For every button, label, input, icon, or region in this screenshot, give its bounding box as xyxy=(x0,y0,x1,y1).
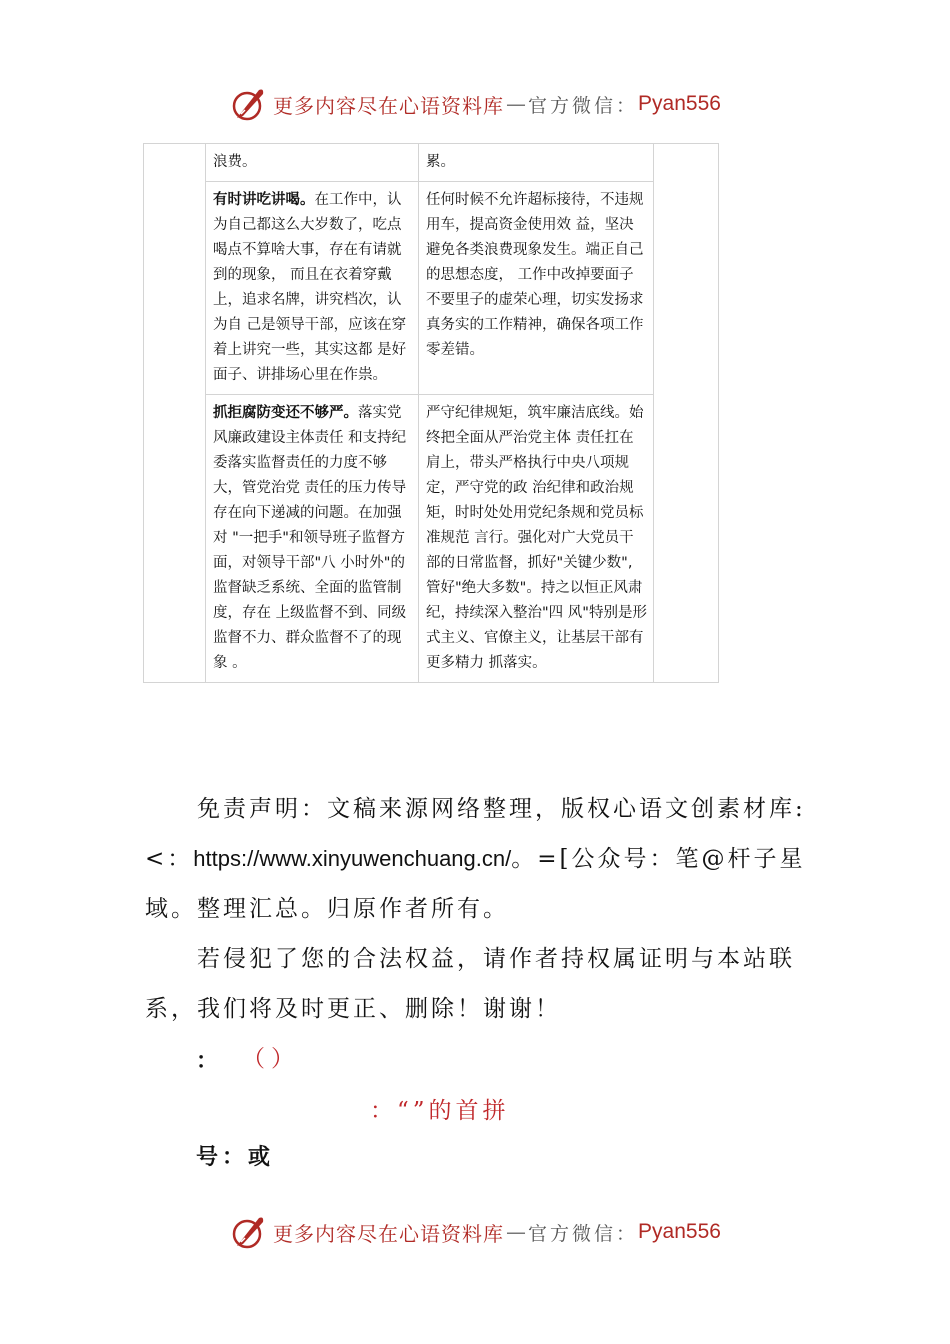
disclaimer-text-a: 免责声明：文稿来源网络整理，版权心语文创素材库:<： xyxy=(145,796,806,872)
disclaimer-paragraph xyxy=(145,784,835,934)
table-cell-empty xyxy=(654,144,719,683)
problem-body: 浪费。 xyxy=(213,154,257,170)
banner-contact-label: 官方微信： xyxy=(528,94,639,117)
disclaimer-url-link[interactable]: https://www.xinyuwenchuang.cn/ xyxy=(193,846,512,871)
table-row xyxy=(144,395,719,683)
problem-body: 落实党风廉政建设主体责任 和支持纪委落实监督责任的力度不够大，管党治党 责任的压力传导存在向下递减的问题。在加强对 "一把手"和领导班子监督方面，对领导干部"八 小时外"的监督缺乏系统、全面的监管制度，存在 上级监督不到、同级监督不力、群众监督不了的现象 。 xyxy=(213,405,407,671)
problem-lead: 抓拒腐防变还不够严。 xyxy=(213,405,358,421)
last-fragment-line: 号：或 xyxy=(196,1145,275,1170)
colon-fragment: ： xyxy=(196,1049,219,1074)
measure-cell: 严守纪律规矩，筑牢廉洁底线。始终把全面从严治党主体 责任扛在肩上，带头严格执行中央八项规定，严守党的政 治纪律和政治规矩，时时处处用党纪条规和党员标准规范 言行。强化对广大党员干部的日常监督，抓好"关键少数", 管好"绝大多数"。持之以恒正风肃纪，持续深入整治"四 风"特别是形式主义、官僚主义，让基层干部有更多精力 抓落实。 xyxy=(419,395,654,683)
banner-contact-label: 官方微信： xyxy=(528,1222,639,1245)
measure-cell: 累。 xyxy=(419,144,654,182)
problem-cell xyxy=(206,395,419,683)
banner-wechat-id: Pyan556 xyxy=(638,92,721,115)
banner-dash: — xyxy=(506,92,527,116)
banner-text: 更多内容尽在心语资料库 xyxy=(273,1221,505,1246)
header-banner xyxy=(0,80,950,128)
table-row xyxy=(144,182,719,395)
problem-lead: 有时讲吃讲喝。 xyxy=(213,192,315,208)
table-row xyxy=(144,144,719,182)
banner-text: 更多内容尽在心语资料库 xyxy=(273,93,505,118)
banner-dash: — xyxy=(506,1220,527,1244)
quill-pen-logo-icon xyxy=(229,1212,269,1252)
infringement-notice: 若侵犯了您的合法权益，请作者持权属证明与本站联系，我们将及时更正、删除！谢谢！ xyxy=(145,946,795,1022)
red-fragment-line: ：“”的首拼 xyxy=(370,1098,510,1124)
table-cell-empty xyxy=(144,144,206,683)
measure-cell: 任何时候不允许超标接待，不违规用车，提高资金使用效 益，坚决避免各类浪费现象发生。端正自己的思想态度， 工作中改掉要面子不要里子的虚荣心理，切实发扬求真务实的工作精神，确保各项工作零差错。 xyxy=(419,182,654,395)
quill-pen-logo-icon xyxy=(229,84,269,124)
paren-fragment: （） xyxy=(242,1046,300,1072)
problem-cell xyxy=(206,182,419,395)
problem-body: 在工作中，认为自己都这么大岁数了，吃点喝点不算啥大事，存在有请就到的现象， 而且在衣着穿戴上，追求名牌，讲究档次，认为自 己是领导干部，应该在穿着上讲究一些，其实这都 是好面子、讲排场心里在作祟。 xyxy=(213,192,407,383)
disclaimer-text-b: 。=[公众号：笔@杆子星域。整理汇总。归原作者所有。 xyxy=(145,846,806,922)
banner-wechat-id: Pyan556 xyxy=(638,1220,721,1243)
problem-cell xyxy=(206,144,419,182)
footer-banner xyxy=(0,1208,950,1256)
rectification-table xyxy=(143,143,719,683)
